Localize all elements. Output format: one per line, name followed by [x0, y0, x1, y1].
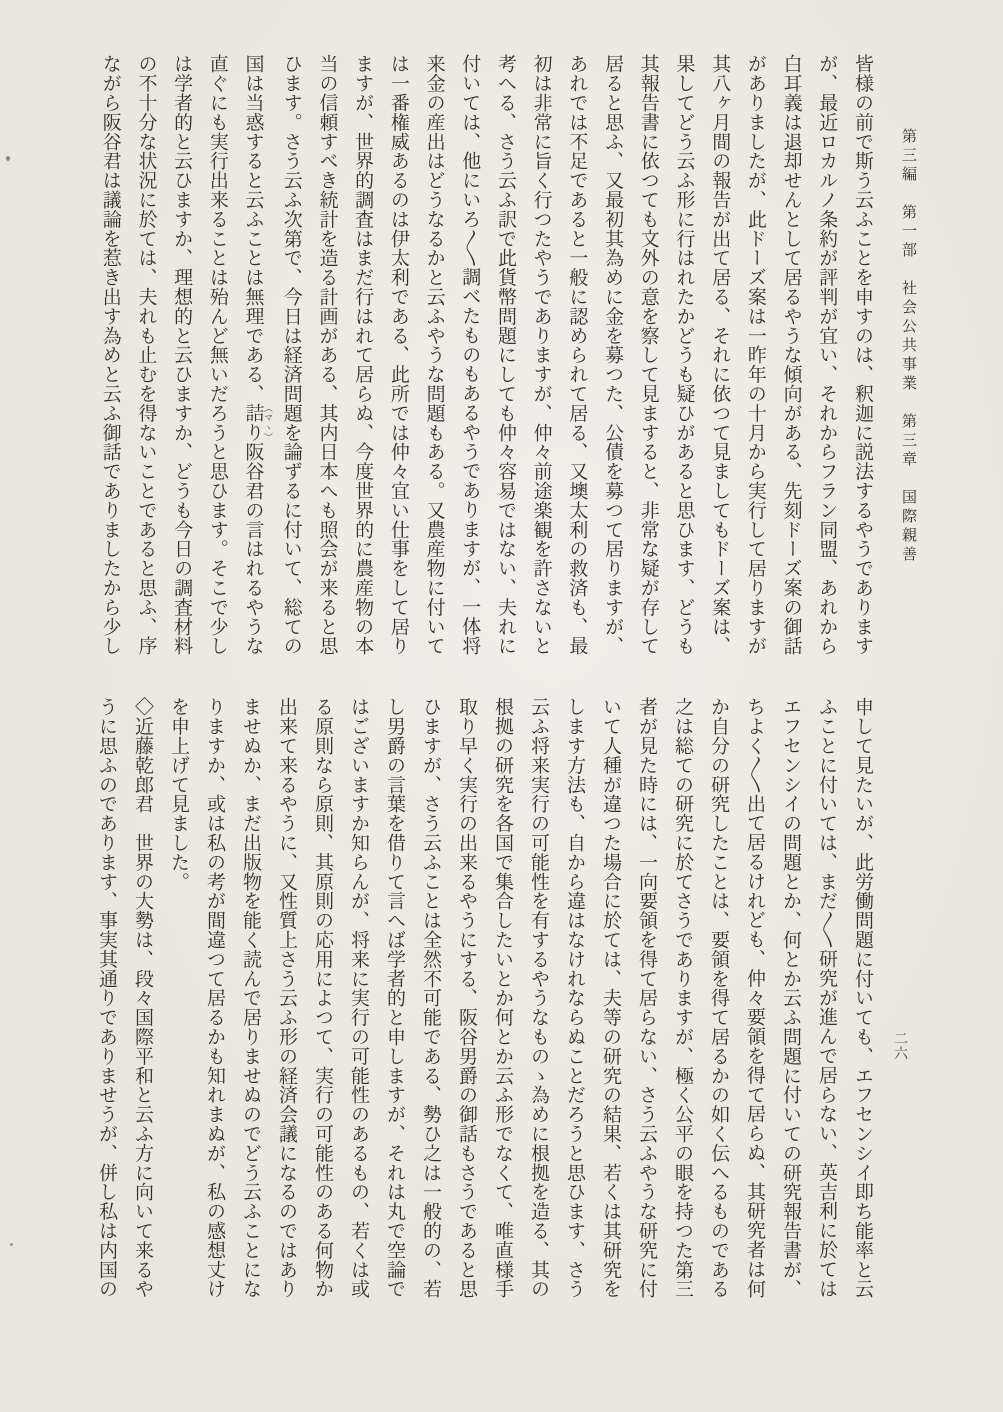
text-line: ◇近藤乾郎君 世界の大勢は、段々国際平和と云ふ方に向いて来るや [132, 697, 153, 1299]
text-line: エフセンシイの問題とか、何とか云ふ問題に付いての研究報告書が、 [780, 697, 801, 1299]
text-line: 云ふ将来実行の可能性を有するやうなものゝ為めに根拠を造る、其の [528, 697, 549, 1299]
text-line: ふことに付いては、まだ〱研究が進んで居らない、英吉利に於ては [816, 697, 837, 1298]
text-line: 考へる、さう云ふ訳で此貨幣問題にしても仲々容易ではない、夫れに [494, 54, 516, 656]
text-line: 付いては、他にいろ〱調べたものもあるやうでありますが、一体将 [459, 54, 481, 655]
text-block-top [92, 54, 880, 656]
text-line: 取り早く実行の出来るやうにする、阪谷男爵の御話もさうであると思 [456, 697, 477, 1299]
text-line: りますか、或は私の考が間違つて居るかも知れまぬが、私の感想丈け [204, 697, 225, 1299]
text-line: 根拠の研究を各国で集合したいとか何とか云ふ形でなくて、唯直様手 [492, 697, 513, 1299]
text-line: します方法も、自から違はなけれならぬことだろうと思ひます、さう [564, 697, 585, 1299]
text-line: は学者的と云ひますか、理想的と云ひますか、どうも今日の調査材料 [171, 54, 193, 656]
scan-speck [6, 156, 10, 161]
text-line: か自分の研究したことは、要領を得て居るかの如く伝へるものである [708, 697, 729, 1299]
text-line: はございますか知らんが、将来に実行の可能性のあるもの、若くは或 [348, 697, 369, 1299]
text-line: 者が見た時には、一向要領を得て居らない、さう云ふやうな研究に付 [636, 697, 657, 1299]
text-line: 居ると思ふ、又最初其為めに金を募つた、公債を募つて居りますが、 [602, 54, 624, 656]
text-line: 国は当惑すると云ふことは無理である、詰り （マヽ）阪谷君の言はれるやうな [242, 54, 274, 656]
text-line: 其報告書に依つても文外の意を察して見ますると、非常な疑が存して [637, 54, 659, 656]
chapter-header: 第三編 第一部 社会公共事業 第三章 国際親善 [900, 128, 916, 565]
text-line: 皆様の前で斯う云ふことを申すのは、釈迦に説法するやうであります [852, 54, 873, 656]
text-line: 之は総ての研究に於てさうでありますが、極く公平の眼を持つた第三 [672, 697, 693, 1299]
text-line: 来金の産出はどうなるかと云ふやうな問題もある。又農産物に付いて [423, 54, 445, 656]
text-line: うに思ふのであります、事実其通りでありませうが、併し私は内国の [96, 697, 117, 1299]
text-line: 出来て来るやうに、又性質上さう云ふ形の経済会議になるのではあり [276, 697, 297, 1299]
text-line: 直ぐにも実行出来ることは殆んど無いだろうと思ひます。そこで少し [206, 54, 228, 656]
text-line: ひますが、さう云ふことは全然不可能である、勢ひ之は一般的の、若 [420, 697, 441, 1299]
text-block-bottom [88, 697, 880, 1327]
text-line: 果してどう云ふ形に行はれたかどうも疑ひがあると思ひます、どうも [673, 54, 695, 656]
text-line: が、最近ロカルノ条約が評判が宜い、それからフラン同盟、あれから [816, 54, 838, 656]
text-line: がありましたが、此ドーズ案は一昨年の十月から実行して居りますが [744, 54, 766, 656]
text-line: 初は非常に旨く行つたやうでありますが、仲々前途楽観を許さないと [530, 54, 552, 656]
scan-speck [10, 1243, 13, 1246]
text-line: ますが、世界的調査はまだ行はれて居らぬ、今度世界的に農産物の本 [352, 54, 374, 656]
text-line: いて人種が違つた場合に於ては、夫等の研究の結果、若くは其研究を [600, 697, 621, 1299]
sic-annotation: 詰り （マヽ） [242, 403, 274, 443]
text-line: ませぬか、まだ出版物を能く読んで居りませぬのでどう云ふことにな [240, 697, 261, 1299]
text-line: ながら阪谷君は議論を惹き出す為めと云ふ御話でありましたから少し [99, 54, 121, 656]
text-line: る原則なら原則、其原則の応用によつて、実行の可能性のある何物か [312, 697, 333, 1299]
text-line: 其八ヶ月間の報告が出て居る、それに依つて見ましてもドーズ案は、 [709, 54, 731, 656]
text-line: ひます。さう云ふ次第で、今日は経済問題を論ずるに付いて、総ての [280, 54, 302, 656]
text-line: 当の信頼すべき統計を造る計画がある、其内日本へも照会が来ると思 [316, 54, 338, 656]
text-line: 申して見たいが、此労働問題に付いても、エフセンシイ即ち能率と云 [852, 697, 873, 1299]
text-line: ちよく〱出て居るけれども、仲々要領を得て居らぬ、其研究者は何 [744, 697, 765, 1298]
text-line: し男爵の言葉を借りて言へば学者的と申しますが、それは丸で空論で [384, 697, 405, 1299]
text-line: を申上げて見ました。 [168, 697, 189, 891]
text-line: あれでは不足であると一般に認められて居る、又墺太利の救済も、最 [566, 54, 588, 656]
text-line: 白耳義は退却せんとして居るやうな傾向がある、先刻ドーズ案の御話 [780, 54, 802, 656]
text-line: は一番権威あるのは伊太利である、此所では仲々宜い仕事をして居り [387, 54, 409, 656]
text-line: の不十分な状況に於ては、夫れも止むを得ないことであると思ふ、序 [135, 54, 157, 656]
page-number: 二六 [892, 1031, 907, 1061]
